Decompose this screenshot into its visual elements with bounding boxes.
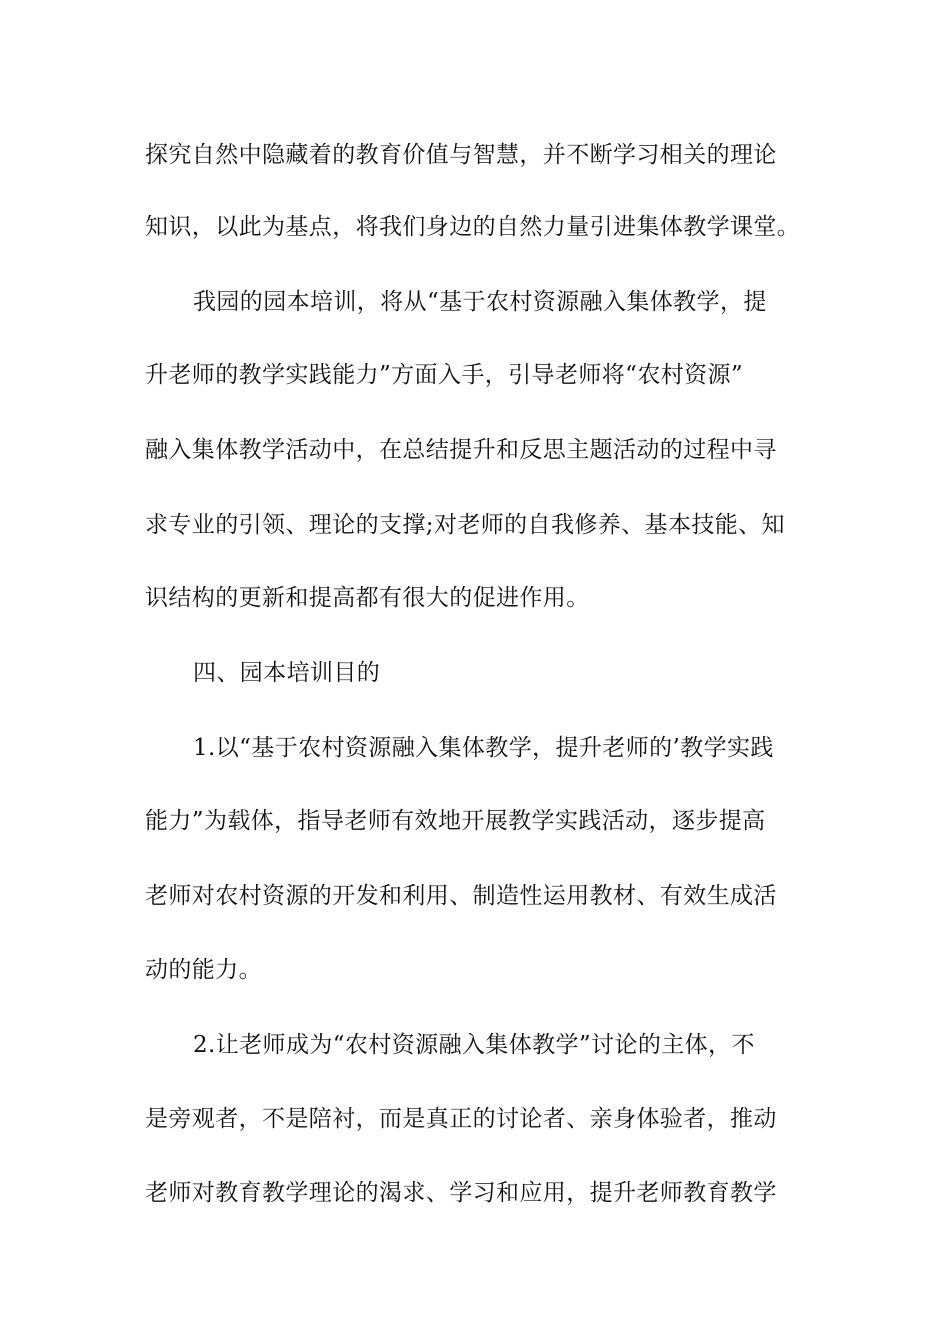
paragraph-start-line: 我园的园本培训，将从“基于农村资源融入集体教学，提: [193, 289, 767, 315]
section-heading: 四、园本培训目的: [193, 660, 381, 686]
list-item-start-line: 1.以“基于农村资源融入集体教学，提升老师的’教学实践: [193, 735, 774, 761]
text-line: 知识，以此为基点，将我们身边的自然力量引进集体教学课堂。: [145, 214, 801, 240]
text-line: 是旁观者，不是陪衬，而是真正的讨论者、亲身体验者，推动: [145, 1106, 777, 1132]
text-line: 升老师的教学实践能力”方面入手，引导老师将“农村资源”: [145, 362, 744, 388]
text-line: 探究自然中隐藏着的教育价值与智慧，并不断学习相关的理论: [145, 142, 777, 168]
text-line: 能力”为载体，指导老师有效地开展教学实践活动，逐步提高: [145, 808, 766, 834]
text-line: 识结构的更新和提高都有很大的促进作用。: [145, 585, 590, 611]
text-line: 融入集体教学活动中，在总结提升和反思主题活动的过程中寻: [145, 437, 777, 463]
text-line: 求专业的引领、理论的支撑;对老师的自我修养、基本技能、知: [145, 512, 785, 538]
list-item-start-line: 2.让老师成为“农村资源融入集体教学”讨论的主体，不: [193, 1032, 755, 1058]
text-line: 动的能力。: [145, 957, 262, 983]
text-line: 老师对教育教学理论的渴求、学习和应用，提升老师教育教学: [145, 1180, 777, 1206]
text-line: 老师对农村资源的开发和利用、制造性运用教材、有效生成活: [145, 883, 777, 909]
